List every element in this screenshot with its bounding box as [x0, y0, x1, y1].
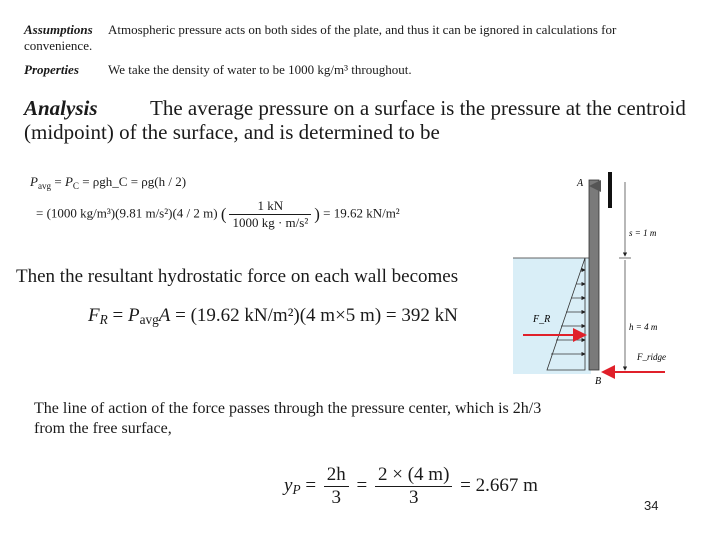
assumptions-label: Assumptions [24, 22, 93, 37]
pavg-equation-line1: $P_{avg} = P_C$ = ρgh_C = ρg(h / 2) [30, 174, 187, 191]
frac-numerator: 1 kN [229, 198, 311, 215]
gate-plate [589, 180, 599, 370]
resultant-text: Then the resultant hydrostatic force on each wall becomes [16, 266, 459, 287]
pavg-values: (1000 kg/m³)(9.81 m/s²)(4 / 2 m) [46, 205, 218, 221]
gate-diagram [505, 170, 705, 395]
assumptions-text-line2: convenience. [24, 38, 93, 53]
assumptions-text-line1: Atmospheric pressure acts on both sides of the plate, and thus it can be ignored in calculations for [108, 22, 617, 37]
resultant-equation: $F_R = P_{avg}A = (19.62$ kN/m²)(4 m×5 m) = 392 kN [88, 305, 458, 327]
analysis-text-line2: (midpoint) of the surface, and is determined to be [24, 120, 440, 144]
line-of-action-text-line2: from the free surface, [34, 420, 172, 437]
properties-label: Properties [24, 62, 79, 77]
pavg-result: = 19.62 kN/m² [323, 205, 400, 221]
pavg-equation-line2: = (1000 kg/m³)(9.81 m/s²)(4 / 2 m) ( $\frac{1 kN}{\text{1000 kg · m/s²}}$ ) = 19.62 kN/m² [36, 198, 400, 230]
unit-conversion-fraction [229, 198, 311, 231]
label-h: h = 4 m [629, 322, 658, 332]
label-b: B [595, 376, 602, 387]
label-fr: F_R [533, 314, 551, 325]
analysis-label: Analysis [24, 96, 98, 120]
analysis-text-line1: The average pressure on a surface is the pressure at the centroid [150, 96, 686, 120]
properties-text: We take the density of water to be 1000 kg/m³ throughout. [108, 62, 412, 77]
line-of-action-text-line1: The line of action of the force passes through the pressure center, which is 2h/3 [34, 400, 542, 417]
frac-denominator: 1000 kg · m/s² [232, 215, 309, 230]
label-a: A [577, 178, 584, 189]
yp-equation: $y_P$ = $\frac{2h}{3}$ = $\frac{2 \times (4 m)}{3}$ = 2.667 m [284, 464, 538, 508]
page-number: 34 [644, 498, 659, 513]
label-fridge: F_ridge [637, 352, 666, 362]
yp-frac1: $\frac{2h}{3}$ [324, 464, 349, 509]
yp-frac2: $\frac{2 \times (4 m)}{3}$ [375, 464, 452, 509]
label-s: s = 1 m [629, 228, 657, 238]
